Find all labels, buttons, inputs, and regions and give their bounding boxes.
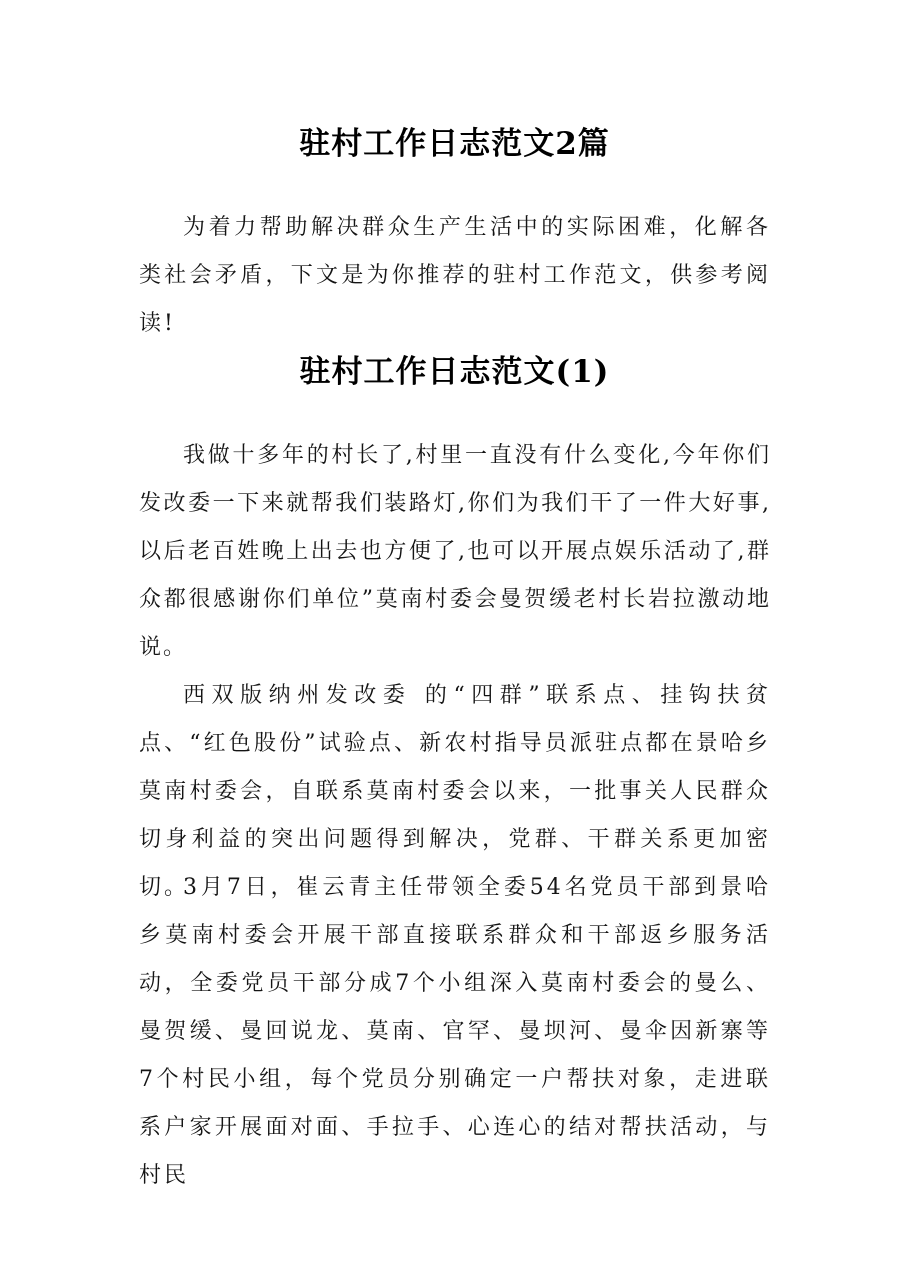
- body-paragraph-2: 西双版纳州发改委 的“四群”联系点、挂钩扶贫点、“红色股份”试验点、新农村指导员派驻点都在景哈乡莫南村委会，自联系莫南村委会以来，一批事关人民群众切身利益的突出问题得到解决，党群、干群关系更加密切。: [139, 683, 771, 900]
- body-paragraph-1: 我做十多年的村长了,村里一直没有什么变化,今年你们发改委一下来就帮我们装路灯,你们为我们干了一件大好事,以后老百姓晚上出去也方便了,也可以开展点娱乐活动了,群众都很感谢你们单位”莫南村委会曼贺缓老村长岩拉激动地说。: [139, 443, 771, 660]
- document-title: 驻村工作日志范文2篇: [299, 126, 610, 162]
- intro-paragraph: 为着力帮助解决群众生产生活中的实际困难，化解各类社会矛盾，下文是为你推荐的驻村工作范文，供参考阅读!: [139, 215, 771, 336]
- body-paragraph-3: 3月7日，崔云青主任带领全委54名党员干部到景哈乡莫南村委会开展干部直接联系群众和干部返乡服务活动，全委党员干部分成7个小组深入莫南村委会的曼么、曼贺缓、曼回说龙、莫南、官罕、曼坝河、曼伞因新寨等7个村民小组，每个党员分别确定一户帮扶对象，走进联系户家开展面对面、手拉手、心连心的结对帮扶活动，与村民: [139, 875, 771, 1188]
- section-title: 驻村工作日志范文(1): [299, 354, 610, 390]
